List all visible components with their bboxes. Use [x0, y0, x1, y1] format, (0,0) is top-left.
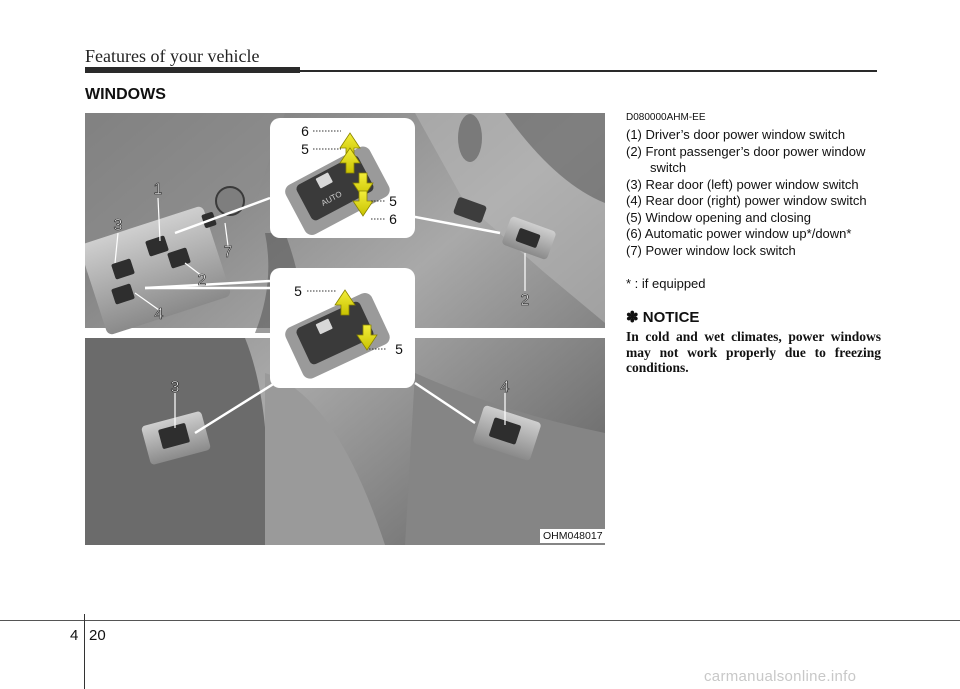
list-item: (1) Driver’s door power window switch — [626, 127, 846, 142]
list-item: (4) Rear door (right) power window switch — [626, 193, 867, 208]
callout-4-rear: 4 — [500, 379, 510, 396]
callout-2-passenger: 2 — [520, 292, 530, 309]
callout-2-driver: 2 — [197, 272, 207, 289]
list-item: (5) Window opening and closing — [626, 209, 811, 225]
header-rule — [85, 70, 877, 72]
callout-7: 7 — [223, 244, 233, 261]
footnote: * : if equipped — [626, 276, 706, 291]
notice-title: ✽ NOTICE — [626, 309, 700, 326]
window-switch-illustration — [85, 113, 605, 545]
section-title: WINDOWS — [85, 86, 166, 103]
chapter-number: 4 — [70, 627, 79, 644]
header-title: Features of your vehicle — [85, 46, 260, 66]
callout-3-rear: 3 — [170, 379, 180, 396]
callout-5-rear-down: 5 — [395, 341, 403, 357]
footer-divider — [84, 614, 85, 689]
callout-6-up: 6 — [301, 123, 309, 139]
callout-5-up: 5 — [301, 141, 309, 157]
list-item: (3) Rear door (left) power window switch — [626, 176, 859, 192]
document-code: D080000AHM-EE — [626, 112, 706, 123]
callout-5-down: 5 — [389, 193, 397, 209]
zoom-box-rear-switch — [270, 268, 415, 388]
callout-3-panel: 3 — [113, 217, 123, 234]
figure-code: OHM048017 — [540, 529, 606, 543]
callout-1: 1 — [153, 181, 163, 198]
notice-body: In cold and wet climates, power windows may not work properly due to freezing conditions. — [626, 329, 881, 375]
list-item: (2) Front passenger’s door power window switch — [626, 143, 866, 175]
footer-rule — [0, 620, 960, 621]
list-item: (6) Automatic power window up*/down* — [626, 226, 852, 241]
auto-label: AUTO — [319, 189, 344, 208]
page-number: 20 — [89, 627, 106, 644]
list-item: (7) Power window lock switch — [626, 242, 796, 258]
callout-4-panel: 4 — [154, 306, 164, 323]
switch-list — [626, 127, 881, 259]
callout-5-rear-up: 5 — [294, 283, 302, 299]
watermark: carmanualsonline.info — [704, 668, 857, 685]
callout-6-down: 6 — [389, 211, 397, 227]
